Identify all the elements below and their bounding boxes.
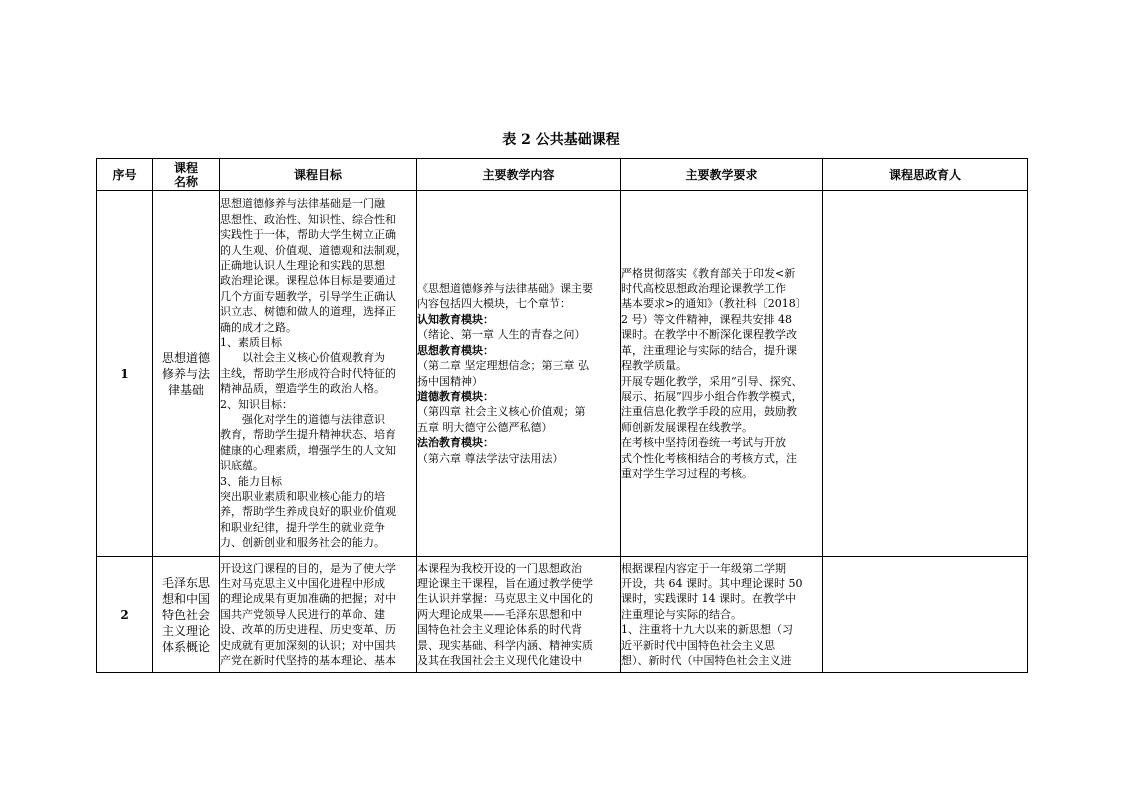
header-course-name <box>153 159 220 191</box>
row-requirement <box>621 557 823 673</box>
course-name-line: 毛泽东思 <box>161 575 210 590</box>
goal-line: 正确地认识人生理论和实践的思想 <box>220 258 385 272</box>
row-ideology <box>823 191 1028 557</box>
content-line: 五章 明大德守公德严私德） <box>417 420 553 434</box>
requirement-line: 在考核中坚持闭卷统一考试与开放 <box>621 436 786 450</box>
requirement-line: 式个性化考核相结合的考核方式，注 <box>621 451 797 465</box>
row-content <box>417 191 621 557</box>
requirement-line: 2 号）等文件精神，课程共安排 48 <box>621 312 792 326</box>
header-ideology: 课程思政育人 <box>823 159 1028 191</box>
requirement-line: 程教学质量。 <box>621 359 687 373</box>
page-title: 表 2 公共基础课程 <box>502 132 620 148</box>
goal-line: 主线，帮助学生形成符合时代特征的 <box>220 366 396 380</box>
requirement-line: 基本要求>的通知》（教社科〔2018〕 <box>621 297 807 311</box>
header-goal: 课程目标 <box>220 159 417 191</box>
goal-line: 1、素质目标 <box>220 335 282 349</box>
requirement-line: 注重理论与实际的结合。 <box>621 607 742 621</box>
goal-line: 确的成才之路。 <box>220 320 297 334</box>
module-heading: 思想教育模块： <box>417 343 494 357</box>
goal-line: 生对马克思主义中国化进程中形成 <box>220 576 385 590</box>
course-name-line: 修养与法 <box>161 366 210 381</box>
content-line: 两大理论成果——毛泽东思想和中 <box>417 607 582 621</box>
goal-line: 识底蕴。 <box>220 459 264 473</box>
content-line: （第四章 社会主义核心价值观；第 <box>417 405 586 419</box>
row-goal <box>220 191 417 557</box>
table-row <box>97 191 1028 557</box>
content-line: 扬中国精神） <box>417 374 483 388</box>
row-ideology <box>823 557 1028 673</box>
goal-line: 的理论成果有更加准确的把握；对中 <box>220 592 396 606</box>
content-line: 景、现实基础、科学内涵、精神实质 <box>417 638 593 652</box>
requirement-line: 时代高校思想政治理论课教学工作 <box>621 282 786 296</box>
header-course-name-line: 名称 <box>173 174 198 189</box>
requirement-line: 开设，共 64 课时。其中理论课时 50 <box>621 576 803 590</box>
goal-line: 养，帮助学生养成良好的职业价值观 <box>220 505 396 519</box>
requirement-line: 注重信息化教学手段的应用，鼓励教 <box>621 405 797 419</box>
goal-line: 设、改革的历史进程、历史变革、历 <box>220 623 396 637</box>
goal-line: 政治理论课。课程总体目标是要通过 <box>220 274 396 288</box>
row-requirement <box>621 191 823 557</box>
requirement-line: 1、注重将十九大以来的新思想（习 <box>621 623 793 637</box>
row-course-name <box>153 191 220 557</box>
goal-line: 的人生观、价值观、道德观和法制观， <box>220 243 407 257</box>
goal-line: 2、知识目标： <box>220 397 293 411</box>
row-goal <box>220 557 417 673</box>
goal-line: 力、创新创业和服务社会的能力。 <box>220 536 385 550</box>
requirement-line: 近平新时代中国特色社会主义思 <box>621 638 775 652</box>
goal-line: 几个方面专题教学，引导学生正确认 <box>220 289 396 303</box>
goal-line: 实践性于一体，帮助大学生树立正确 <box>220 228 396 242</box>
table-row <box>97 557 1028 673</box>
content-line: （第二章 坚定理想信念；第三章 弘 <box>417 359 589 373</box>
header-seq: 序号 <box>97 159 153 191</box>
goal-line: 健康的心理素质，增强学生的人文知 <box>220 443 396 457</box>
content-line: 内容包括四大模块，七个章节： <box>417 297 571 311</box>
module-heading: 认知教育模块： <box>417 312 494 326</box>
header-requirement: 主要教学要求 <box>621 159 823 191</box>
goal-line: 强化对学生的道德与法律意识 <box>242 413 385 427</box>
course-name-line: 特色社会 <box>161 607 210 622</box>
content-line: （绪论、第一章 人生的青春之问） <box>417 328 586 342</box>
header-course-name-line: 课程 <box>173 160 198 175</box>
content-line: 生认识并掌握：马克思主义中国化的 <box>417 592 593 606</box>
goal-line: 突出职业素质和职业核心能力的培 <box>220 490 385 504</box>
module-heading: 道德教育模块： <box>417 389 494 403</box>
requirement-line: 根据课程内容定于一年级第二学期 <box>621 561 786 575</box>
row-course-name <box>153 557 220 673</box>
goal-line: 产党在新时代坚持的基本理论、基本 <box>220 654 396 668</box>
content-line: 国特色社会主义理论体系的时代背 <box>417 623 582 637</box>
course-table <box>96 158 1028 673</box>
goal-line: 史成就有更加深刻的认识；对中国共 <box>220 638 396 652</box>
header-content: 主要教学内容 <box>417 159 621 191</box>
content-line: 《思想道德修养与法律基础》课主要 <box>417 282 593 296</box>
content-line: 理论课主干课程，旨在通过教学使学 <box>417 576 593 590</box>
course-name-line: 律基础 <box>167 382 204 397</box>
requirement-line: 课时，实践课时 14 课时。在教学中 <box>621 592 796 606</box>
course-name-line: 思想道德 <box>161 350 210 365</box>
row-content <box>417 557 621 673</box>
row-seq: 1 <box>97 191 153 557</box>
module-heading: 法治教育模块： <box>417 436 494 450</box>
goal-line: 思想道德修养与法律基础是一门融 <box>220 197 385 211</box>
requirement-line: 革，注重理论与实际的结合，提升课 <box>621 343 797 357</box>
content-line: 及其在我国社会主义现代化建设中 <box>417 654 582 668</box>
requirement-line: 严格贯彻落实《教育部关于印发<新 <box>621 266 796 280</box>
requirement-line: 展示、拓展”四步小组合作教学模式， <box>621 389 803 403</box>
content-line: 本课程为我校开设的一门思想政治 <box>417 561 582 575</box>
header-row <box>97 159 1028 191</box>
content-line: （第六章 尊法学法守法用法） <box>417 451 564 465</box>
goal-line: 和职业纪律，提升学生的就业竞争 <box>220 520 385 534</box>
goal-line: 开设这门课程的目的，是为了使大学 <box>220 561 396 575</box>
requirement-line: 师创新发展课程在线教学。 <box>621 420 753 434</box>
course-name-line: 主义理论 <box>161 623 210 638</box>
requirement-line: 想）、新时代（中国特色社会主义进 <box>621 654 792 668</box>
row-seq: 2 <box>97 557 153 673</box>
requirement-line: 重对学生学习过程的考核。 <box>621 466 753 480</box>
course-name-line: 体系概论 <box>161 639 210 654</box>
requirement-line: 开展专题化教学，采用“引导、探究、 <box>621 374 803 388</box>
goal-line: 精神品质，塑造学生的政治人格。 <box>220 382 385 396</box>
goal-line: 教育，帮助学生提升精神状态、培育 <box>220 428 396 442</box>
course-name-line: 想和中国 <box>161 591 210 606</box>
requirement-line: 课时。在教学中不断深化课程教学改 <box>621 328 797 342</box>
goal-line: 识立志、树德和做人的道理，选择正 <box>220 305 396 319</box>
goal-line: 3、能力目标 <box>220 474 282 488</box>
goal-line: 以社会主义核心价值观教育为 <box>242 351 385 365</box>
goal-line: 思想性、政治性、知识性、综合性和 <box>220 212 396 226</box>
goal-line: 国共产党领导人民进行的革命、建 <box>220 607 385 621</box>
